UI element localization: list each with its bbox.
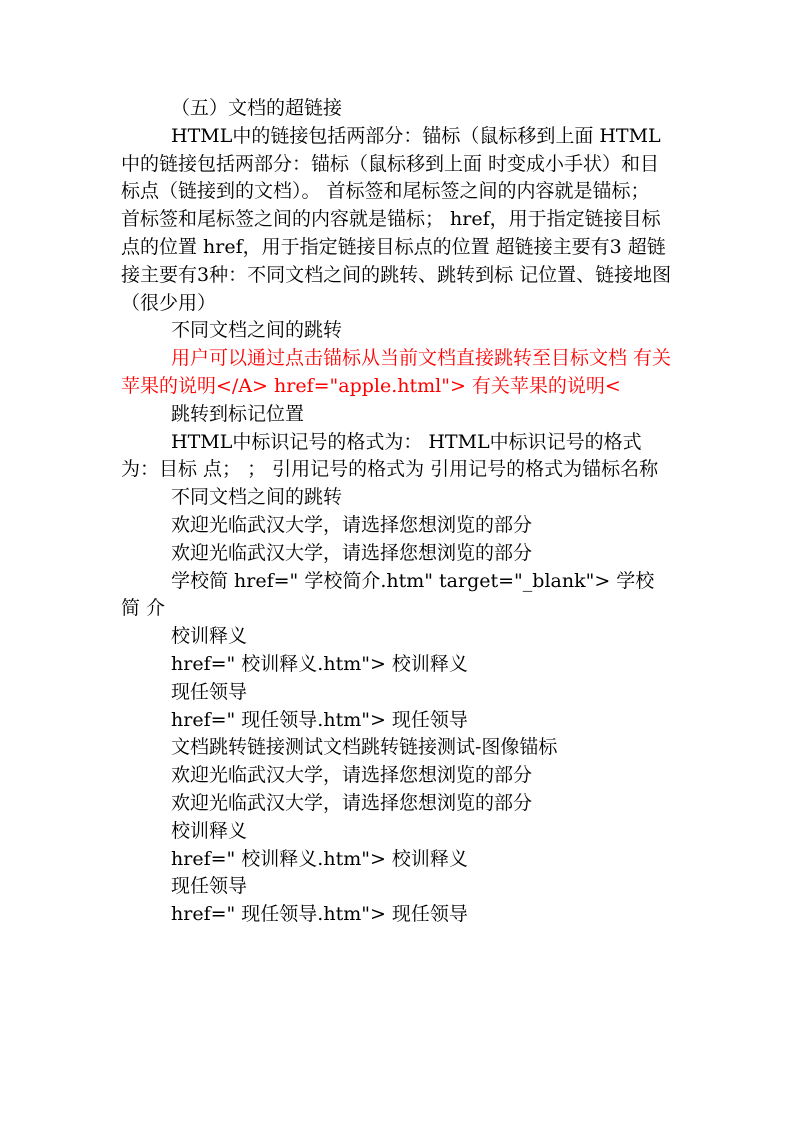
paragraph-welcome-1: 欢迎光临武汉大学，请选择您想浏览的部分 [171,513,533,536]
paragraph-cross-document-heading-2: 不同文档之间的跳转 [171,486,343,509]
paragraph-leaders: 现任领导 [171,680,248,703]
paragraph-motto-link: href=" 校训释义.htm"> 校训释义 [171,652,468,675]
paragraph-cross-document-heading: 不同文档之间的跳转 [171,319,343,342]
document-body [121,95,673,929]
paragraph-welcome-2: 欢迎光临武汉大学，请选择您想浏览的部分 [171,541,533,564]
paragraph-red-example: 用户可以通过点击锚标从当前文档直接跳转至目标文档 有关苹果的说明</A> href="apple.html"> 有关苹果的说明< [121,347,672,397]
paragraph-jump-to-mark-heading: 跳转到标记位置 [171,402,305,425]
paragraph-image-anchor-test: 文档跳转链接测试文档跳转链接测试-图像锚标 [171,736,558,759]
paragraph-mark-format: HTML中标识记号的格式为： HTML中标识记号的格式为：目标 点； ； 引用记号的格式为 引用记号的格式为锚标名称 [121,430,659,481]
paragraph-welcome-4: 欢迎光临武汉大学，请选择您想浏览的部分 [171,791,533,814]
paragraph-leaders-2: 现任领导 [171,875,248,898]
section-heading: （五）文档的超链接 [171,97,343,119]
paragraph-motto: 校训释义 [171,625,248,648]
paragraph-motto-2: 校训释义 [171,819,248,842]
paragraph-motto-link-2: href=" 校训释义.htm"> 校训释义 [171,847,468,870]
paragraph-welcome-3: 欢迎光临武汉大学，请选择您想浏览的部分 [171,764,533,787]
paragraph-leaders-link: href=" 现任领导.htm"> 现任领导 [171,708,468,731]
paragraph-link-intro: HTML中的链接包括两部分：锚标（鼠标移到上面 HTML中的链接包括两部分：锚标（鼠标移到上面 时变成小手状）和目标点（链接到的文档）。 首标签和尾标签之间的内容就是锚标； 首标签和尾标签之间的内容就是锚标； href，用于指定链接目标点的位置 href，用于指定链接目标点的位置 超链接主要有3 超链接主要有3种：不同文档之间的跳转、跳转到标 记位置、链接地图 （很少用） [121,124,672,314]
paragraph-school-intro-link: 学校简 href=" 学校简介.htm" target="_blank"> 学校简 介 [121,569,655,620]
paragraph-leaders-link-2: href=" 现任领导.htm"> 现任领导 [171,903,468,926]
